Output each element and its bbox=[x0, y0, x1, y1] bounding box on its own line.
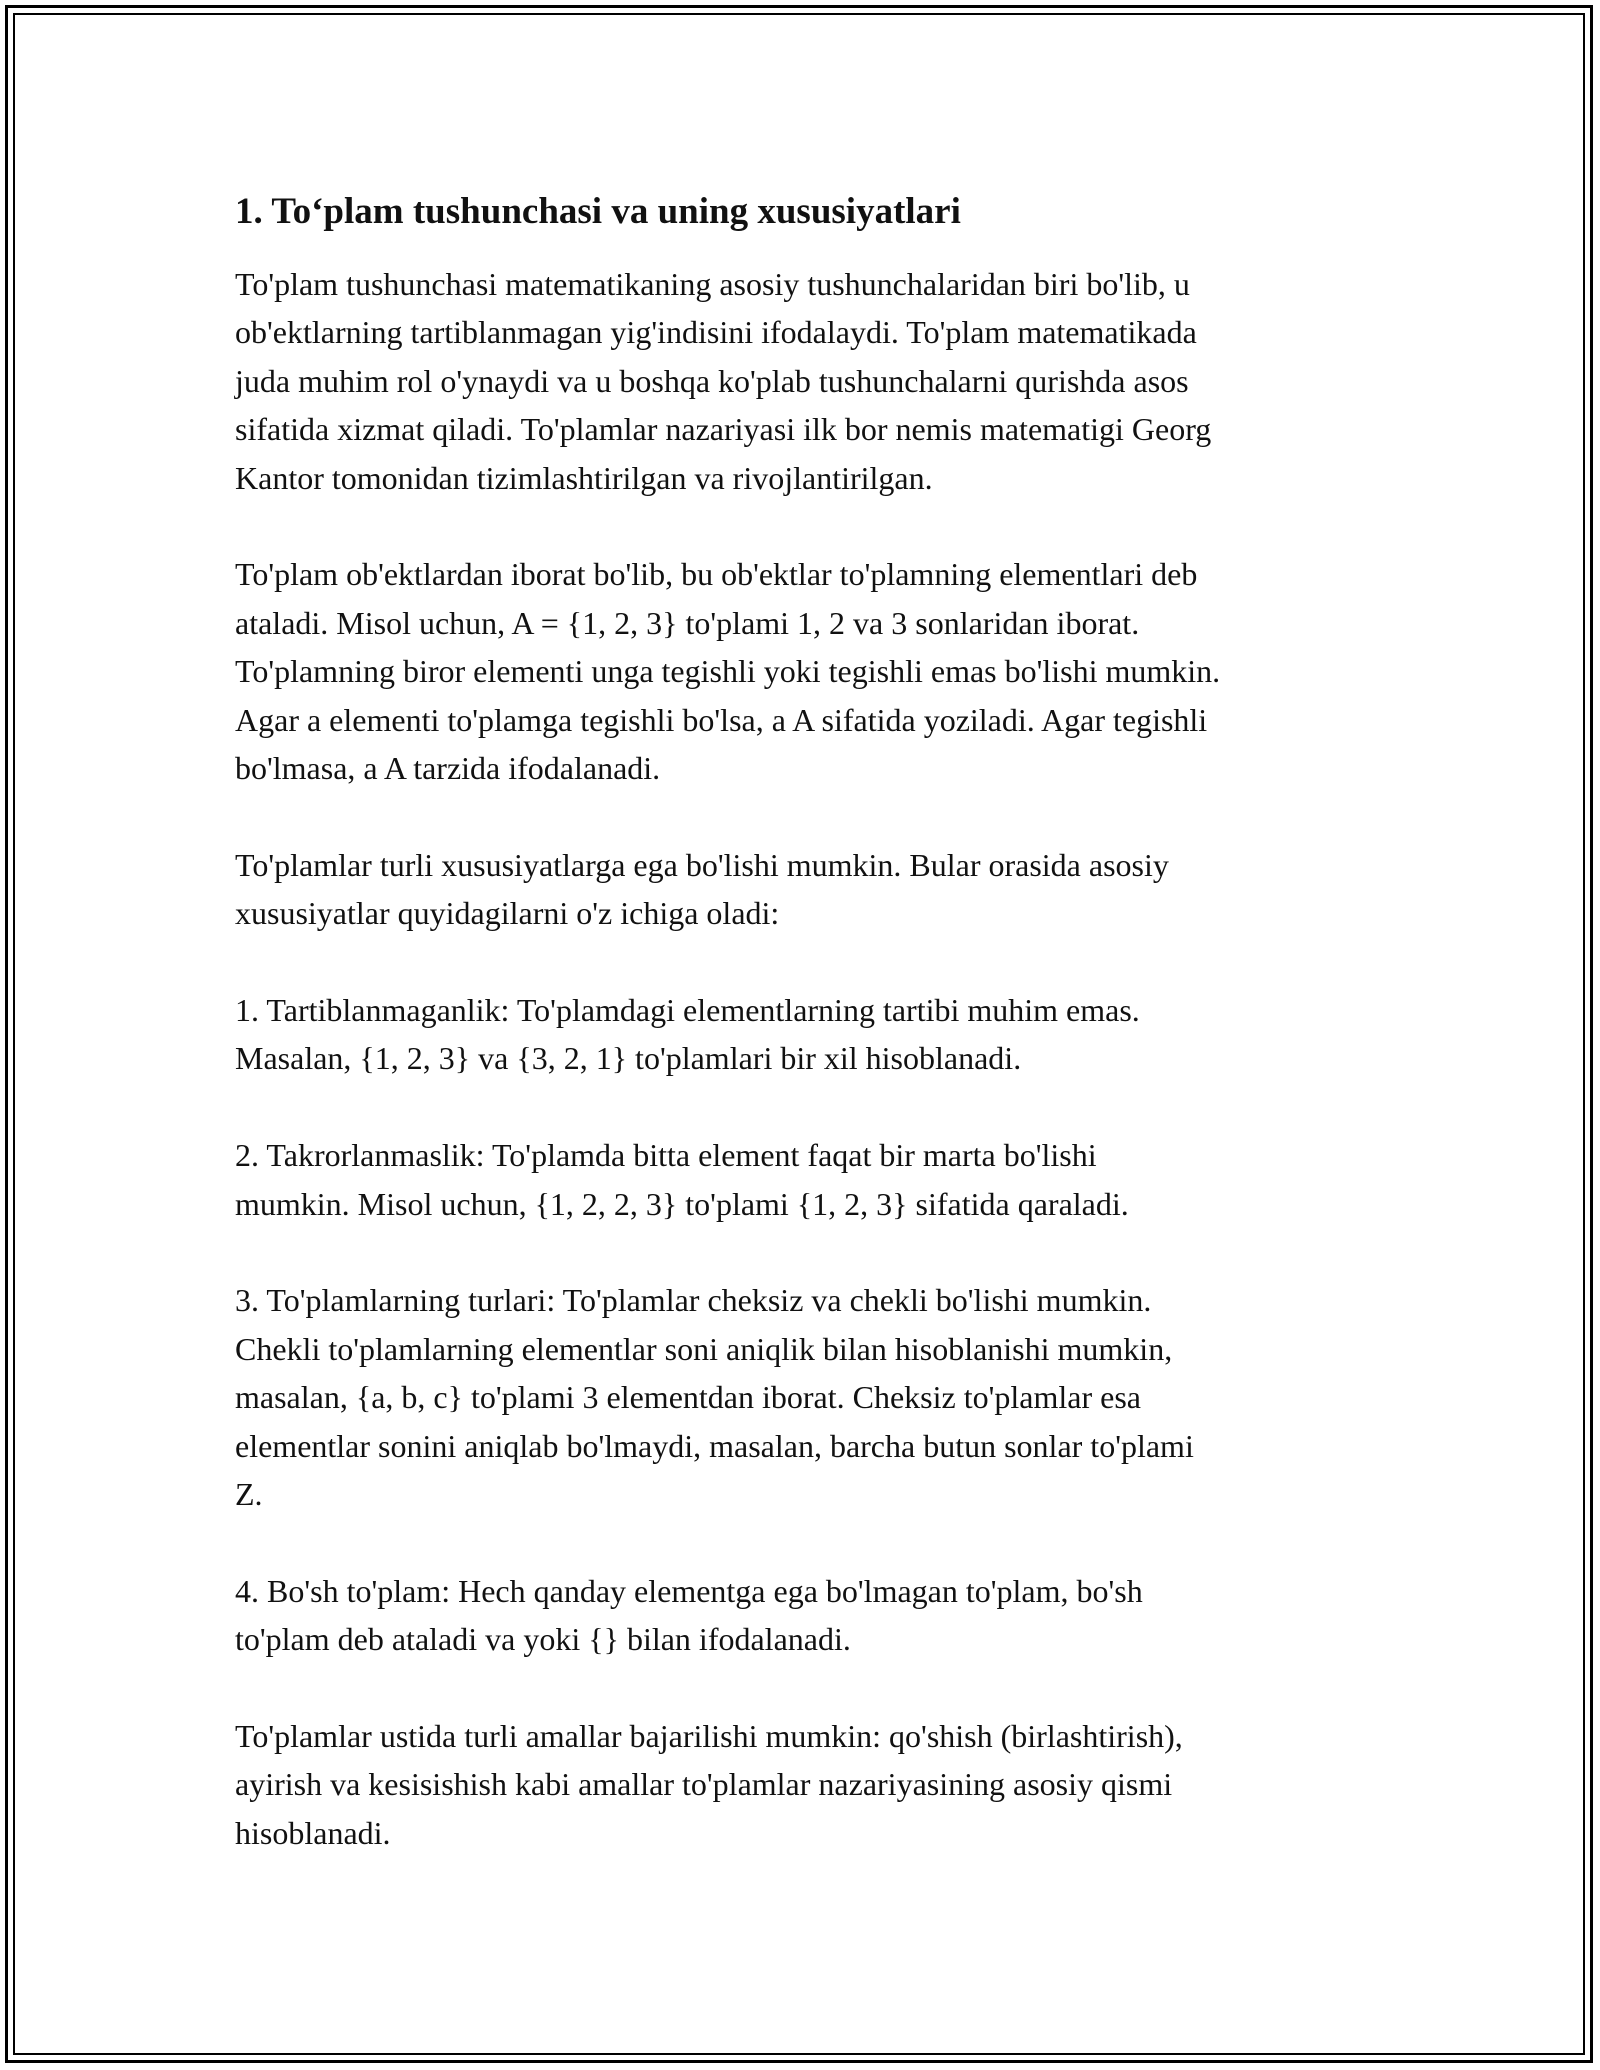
list-item-set-types: 3. To'plamlarning turlari: To'plamlar cheksiz va chekli bo'lishi mumkin. Chekli to'plamlarning elementlar soni aniqlik bilan hisoblanishi mumkin, masalan, {a, b, c} to'plami 3 elementdan iborat. Cheksiz to'plamlar esa elementlar sonini aniqlab bo'lmaydi, masalan, barcha butun sonlar to'plami Z. bbox=[235, 1282, 1194, 1513]
list-item-empty-set: 4. Bo'sh to'plam: Hech qanday elementga ega bo'lmagan to'plam, bo'sh to'plam deb ataladi va yoki {} bilan ifodalanadi. bbox=[235, 1572, 1143, 1658]
list-item-unordered: 1. Tartiblanmaganlik: To'plamdagi elementlarning tartibi muhim emas. Masalan, {1, 2, 3} va {3, 2, 1} to'plamlari bir xil hisoblanadi. bbox=[235, 992, 1140, 1077]
paragraph-intro: To'plam tushunchasi matematikaning asosiy tushunchalaridan biri bo'lib, u ob'ektlarning tartiblanmagan yig'indisini ifodalaydi. To'plam matematikada juda muhim rol o'ynaydi va u boshqa ko'plab tushunchalarni qurishda asos sifatida xizmat qiladi. To'plamlar nazariyasi ilk bor nemis matematigi Georg Kantor tomonidan tizimlashtirilgan va rivojlantirilgan. bbox=[235, 266, 1212, 496]
paragraph-properties-intro: To'plamlar turli xususiyatlarga ega bo'lishi mumkin. Bular orasida asosiy xususiyatlar quyidagilarni o'z ichiga oladi: bbox=[235, 846, 1169, 932]
paragraph-elements: To'plam ob'ektlardan iborat bo'lib, bu ob'ektlar to'plamning elementlari deb ataladi. Misol uchun, A = {1, 2, 3} to'plami 1, 2 va 3 sonlaridan iborat. To'plamning biror elementi unga tegishli yoki tegishli emas bo'lishi mumkin. Agar a elementi to'plamga tegishli bo'lsa, a A sifatida yoziladi. Agar tegishli bo'lmasa, a A tarzida ifodalanadi. bbox=[235, 556, 1221, 787]
list-item-no-repetition: 2. Takrorlanmaslik: To'plamda bitta element faqat bir marta bo'lishi mumkin. Misol uchun, {1, 2, 2, 3} to'plami {1, 2, 3} sifatida qaraladi. bbox=[235, 1137, 1129, 1222]
document-title: 1. To‘plam tushunchasi va uning xususiyatlari bbox=[235, 191, 961, 232]
document-body bbox=[235, 186, 1385, 1906]
paragraph-operations: To'plamlar ustida turli amallar bajarilishi mumkin: qo'shish (birlashtirish), ayirish va kesisishish kabi amallar to'plamlar nazariyasining asosiy qismi hisoblanadi. bbox=[235, 1718, 1183, 1851]
